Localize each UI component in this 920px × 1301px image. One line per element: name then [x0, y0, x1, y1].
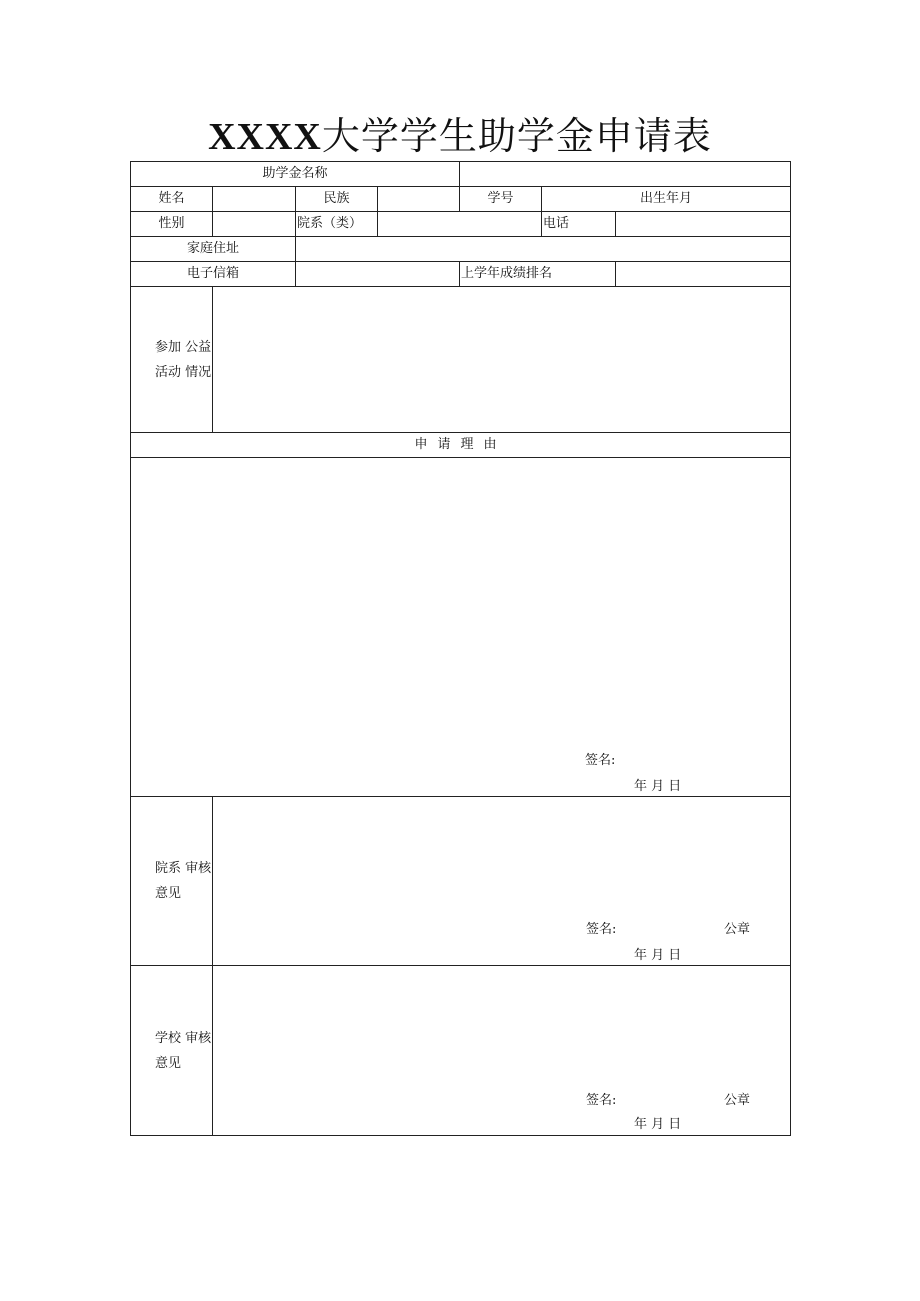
- gender-label: 性别: [131, 212, 213, 237]
- scholarship-name-field[interactable]: [460, 162, 791, 187]
- address-label: 家庭住址: [131, 237, 296, 262]
- reason-header: 申请理由: [131, 433, 791, 458]
- birth-label: 出生年月: [542, 187, 791, 212]
- row-department-review: [131, 797, 791, 966]
- row-address: [131, 237, 791, 262]
- title-prefix: XXXX: [208, 116, 322, 158]
- email-label: 电子信箱: [131, 262, 296, 287]
- reason-sign-label: 签名:: [585, 753, 616, 768]
- department-date-label: 年 月 日: [634, 948, 682, 963]
- school-review-label: 学校 审核 意见: [131, 966, 213, 1136]
- school-date-label: 年 月 日: [634, 1117, 682, 1132]
- public-welfare-field[interactable]: [213, 287, 791, 433]
- school-seal-label: 公章: [724, 1093, 751, 1108]
- phone-field[interactable]: [616, 212, 791, 237]
- ranking-label: 上学年成绩排名: [460, 262, 616, 287]
- row-gender: [131, 212, 791, 237]
- ethnicity-field[interactable]: [378, 187, 460, 212]
- reason-date-label: 年 月 日: [634, 779, 682, 794]
- student-id-label: 学号: [460, 187, 542, 212]
- row-public-welfare: [131, 287, 791, 433]
- scholarship-name-label: 助学金名称: [131, 162, 460, 187]
- email-field[interactable]: [296, 262, 460, 287]
- ethnicity-label: 民族: [296, 187, 378, 212]
- reason-field[interactable]: [131, 458, 791, 797]
- name-field[interactable]: [213, 187, 296, 212]
- name-label: 姓名: [131, 187, 213, 212]
- row-reason-header: [131, 433, 791, 458]
- row-scholarship-name: [131, 162, 791, 187]
- row-reason: [131, 458, 791, 797]
- row-email: [131, 262, 791, 287]
- department-field[interactable]: [378, 212, 542, 237]
- phone-label: 电话: [542, 212, 616, 237]
- department-label: 院系（类）: [296, 212, 378, 237]
- title-main: 大学学生助学金申请表: [321, 116, 712, 158]
- row-school-review: [131, 966, 791, 1136]
- ranking-field[interactable]: [616, 262, 791, 287]
- department-review-label: 院系 审核 意见: [131, 797, 213, 966]
- address-field[interactable]: [296, 237, 791, 262]
- department-sign-label: 签名:: [586, 922, 617, 937]
- application-form-table: [130, 161, 791, 1136]
- row-name: [131, 187, 791, 212]
- department-seal-label: 公章: [724, 922, 751, 937]
- school-review-field[interactable]: [213, 966, 791, 1136]
- form-title: [0, 112, 920, 162]
- gender-field[interactable]: [213, 212, 296, 237]
- public-welfare-label: 参加 公益 活动 情况: [131, 287, 213, 433]
- department-review-field[interactable]: [213, 797, 791, 966]
- school-sign-label: 签名:: [586, 1093, 617, 1108]
